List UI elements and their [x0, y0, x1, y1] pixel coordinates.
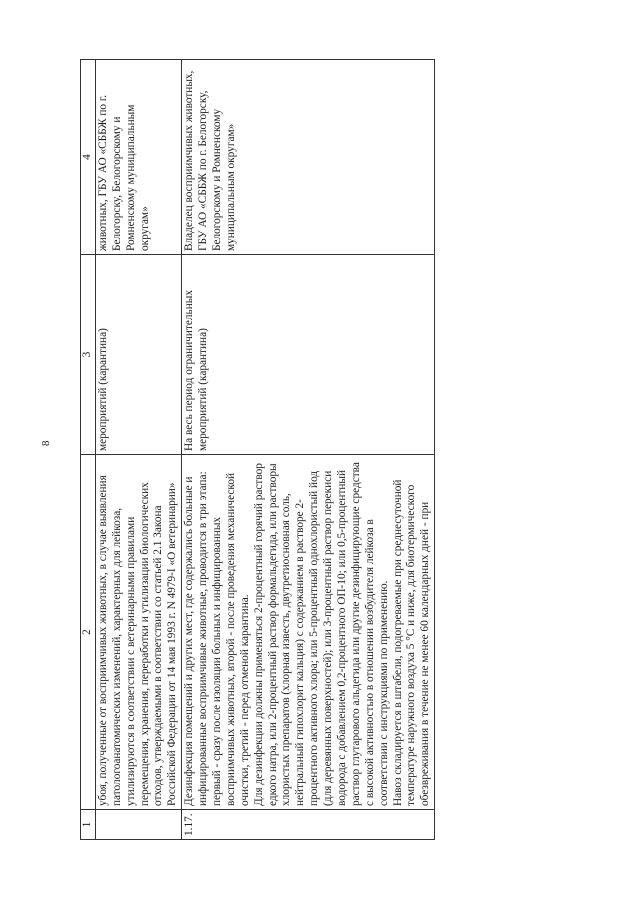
measures-table	[80, 59, 435, 840]
period-text: На весь период ограничительных мероприятий (карантина)	[182, 255, 435, 455]
header-col-1: 1	[81, 810, 96, 840]
header-col-2: 2	[81, 455, 96, 810]
table-header-row	[81, 60, 96, 840]
row-number: 1.17.	[182, 810, 435, 840]
header-col-4: 4	[81, 60, 96, 255]
responsible-text: Владелец восприимчивых животных, ГБУ АО «СББЖ по г. Белогорску, Белогорскому и Ромненскому муниципальным округам»	[182, 60, 435, 255]
page-number: 8	[40, 440, 52, 446]
responsible-text: животных, ГБУ АО «СББЖ по г. Белогорску, Белогорскому и Ромненскому муниципальным округам»	[95, 60, 181, 255]
row-number	[95, 810, 181, 840]
table-row	[95, 60, 181, 840]
period-text: мероприятий (карантина)	[95, 255, 181, 455]
table-row	[182, 60, 435, 840]
measure-text: Дезинфекция помещений и других мест, где содержались больные и инфицированные восприимчивые животные, проводится в три этапа: первый - сразу после изоляции больных и инфицированных восприимчивых животных, второй - после проведения механической очистки, третий - перед отменой карантина. Для дезинфекции должны применяться 2-процентный горячий раствор едкого натра, или 2-процентный раствор формальдегида, или растворы хлористых препаратов (хлорная известь, двутретиосновная соль, нейтральный гипохлорит кальция) с содержанием в растворе 2-процентного активного хлора; или 5-процентный однохлористый йод (для деревянных поверхностей); или 3-процентный раствор перекиси водорода с добавлением 0,2-процентного ОП-10; или 0,5-процентный раствор глутарового альдегида или другие дезинфицирующие средства с высокой активностью в отношении возбудителя лейкоза в соответствии с инструкциями по применению. Навоз складируется в штабели, подогреваемые при среднесуточной температуре наружного воздуха 5 °С и ниже, для биотермического обезвреживания в течение не менее 60 календарных дней - при	[182, 455, 435, 810]
rotated-table-container	[80, 60, 580, 840]
header-col-3: 3	[81, 255, 96, 455]
measure-text: убоя, полученные от восприимчивых животных, в случае выявления патологоанатомических изменений, характерных для лейкоза, утилизируются в соответствии с ветеринарными правилами перемещения, хранения, переработки и утилизации биологических отходов, утверждаемыми в соответствии со статьей 2.1 Закона Российской Федерации от 14 мая 1993 г. N 4979-I «О ветеринарии»	[95, 455, 181, 810]
